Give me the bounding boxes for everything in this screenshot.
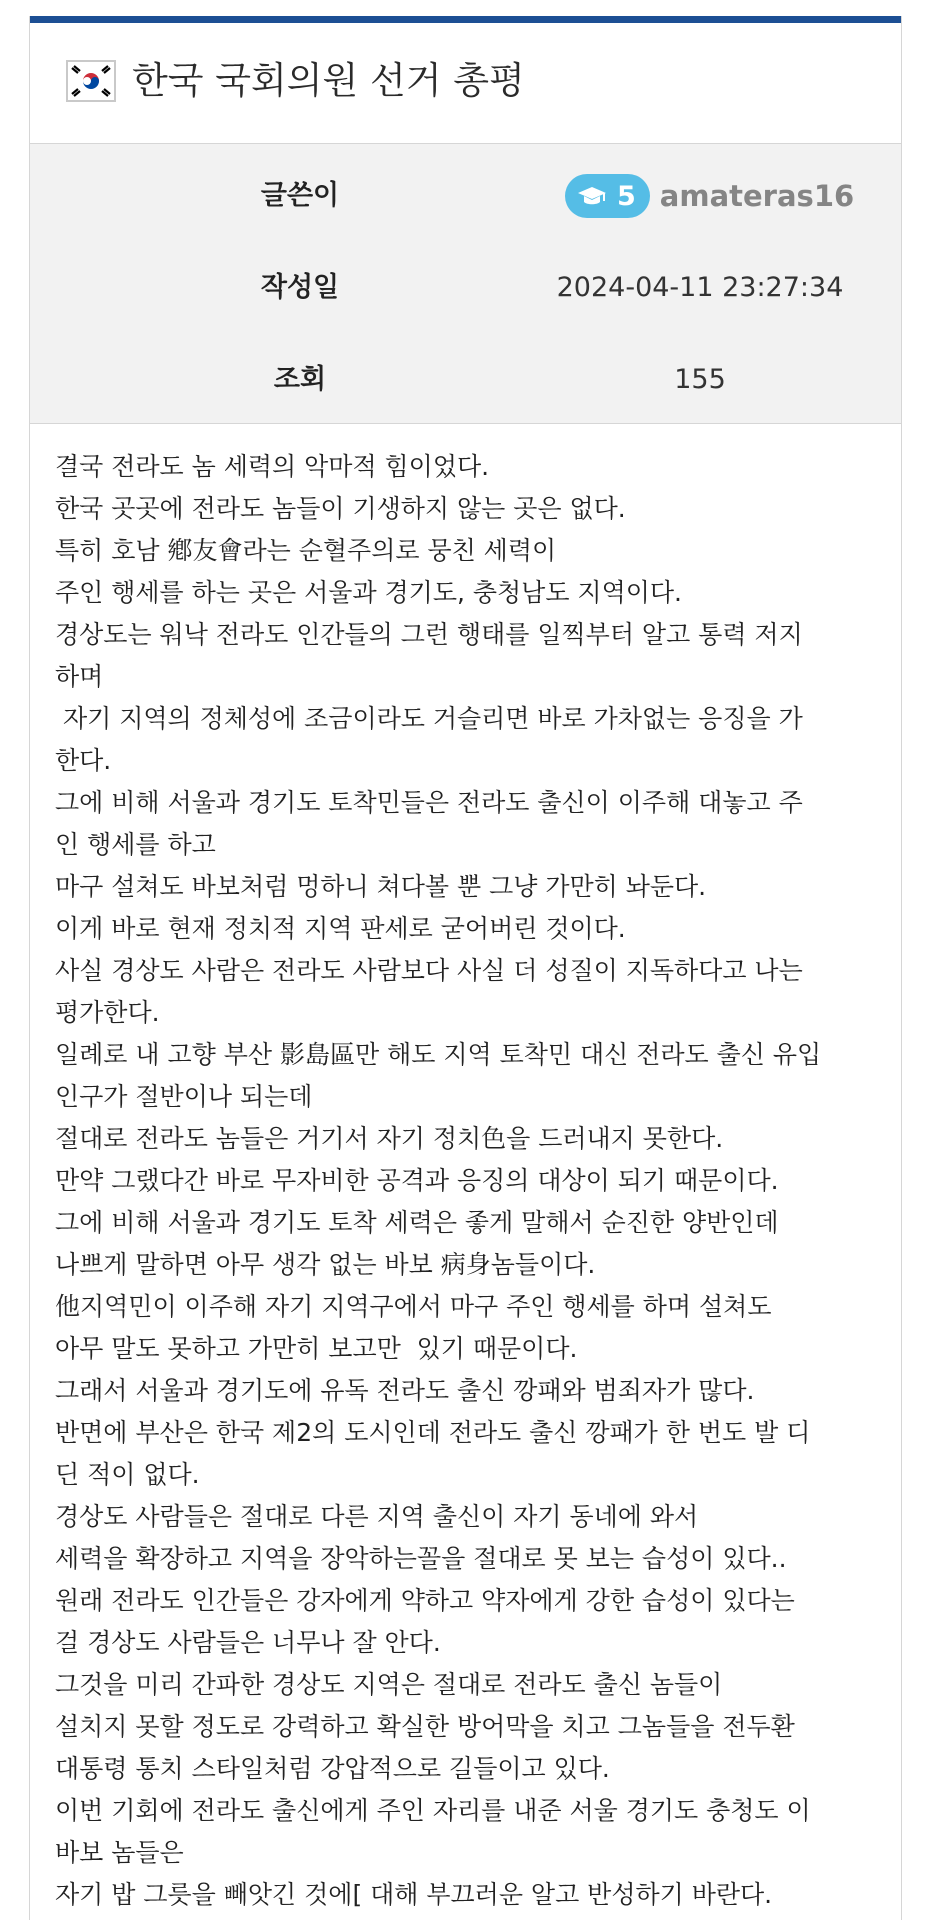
- body-line: 반면에 부산은 한국 제2의 도시인데 전라도 출신 깡패가 한 번도 발 디: [55, 1418, 811, 1447]
- body-line: 결국 전라도 놈 세력의 악마적 힘이었다.: [55, 452, 490, 481]
- body-line: 설치지 못할 정도로 강력하고 확실한 방어막을 치고 그놈들을 전두환: [55, 1712, 795, 1741]
- body-line: 특히 호남 鄕友會라는 순혈주의로 뭉친 세력이: [55, 536, 557, 565]
- body-line: 나쁘게 말하면 아무 생각 없는 바보 病身놈들이다.: [55, 1250, 596, 1279]
- body-line: 주인 행세를 하는 곳은 서울과 경기도, 충청남도 지역이다.: [55, 578, 682, 607]
- body-line: 딘 적이 없다.: [55, 1460, 200, 1489]
- body-line: 他지역민이 이주해 자기 지역구에서 마구 주인 행세를 하며 설쳐도: [55, 1292, 772, 1321]
- body-line: 인 행세를 하고: [55, 830, 216, 859]
- body-line: 인구가 절반이나 되는데: [55, 1082, 313, 1111]
- body-line: 이게 바로 현재 정치적 지역 판세로 굳어버린 것이다.: [55, 914, 626, 943]
- body-line: 걸 경상도 사람들은 너무나 잘 안다.: [55, 1628, 441, 1657]
- body-line: 절대로 전라도 놈들은 거기서 자기 정치色을 드러내지 못한다.: [55, 1124, 724, 1153]
- level-badge: [565, 174, 650, 218]
- body-line: 세력을 확장하고 지역을 장악하는꼴을 절대로 못 보는 습성이 있다..: [55, 1544, 787, 1573]
- body-line: 그래서 서울과 경기도에 유독 전라도 출신 깡패와 범죄자가 많다.: [55, 1376, 755, 1405]
- body-line: 하며: [55, 662, 104, 691]
- author-info[interactable]: [565, 173, 854, 219]
- body-line: 대통령 통치 스타일처럼 강압적으로 길들이고 있다.: [55, 1754, 610, 1783]
- body-line: 경상도는 워낙 전라도 인간들의 그런 행태를 일찍부터 알고 통력 저지: [55, 620, 803, 649]
- date-label: 작성일: [260, 272, 340, 303]
- author-name[interactable]: amateras16: [659, 179, 855, 213]
- body-line: 사실 경상도 사람은 전라도 사람보다 사실 더 성질이 지독하다고 나는: [55, 956, 803, 985]
- view-count: 155: [674, 364, 726, 395]
- body-line: 마구 설쳐도 바보처럼 멍하니 쳐다볼 뿐 그냥 가만히 놔둔다.: [55, 872, 707, 901]
- body-line: 만약 그랬다간 바로 무자비한 공격과 응징의 대상이 되기 때문이다.: [55, 1166, 779, 1195]
- body-line: 그것을 미리 간파한 경상도 지역은 절대로 전라도 출신 놈들이: [55, 1670, 723, 1699]
- body-line: 아무 말도 못하고 가만히 보고만 있기 때문이다.: [55, 1334, 578, 1363]
- body-line: 경상도 사람들은 절대로 다른 지역 출신이 자기 동네에 와서: [55, 1502, 699, 1531]
- body-line: 바보 놈들은: [55, 1838, 184, 1867]
- post-header: [30, 23, 901, 144]
- post-body: [55, 446, 880, 1916]
- post-card: [29, 16, 902, 1920]
- body-line: 한국 곳곳에 전라도 놈들이 기생하지 않는 곳은 없다.: [55, 494, 626, 523]
- body-line: 자기 밥 그릇을 빼앗긴 것에[ 대해 부끄러운 알고 반성하기 바란다.: [55, 1880, 773, 1909]
- body-line: 평가한다.: [55, 998, 160, 1027]
- post-title: 한국 국회의원 선거 총평: [132, 59, 525, 102]
- body-line: 그에 비해 서울과 경기도 토착민들은 전라도 출신이 이주해 대놓고 주: [55, 788, 803, 817]
- body-line: 자기 지역의 정체성에 조금이라도 거슬리면 바로 가차없는 응징을 가: [55, 704, 803, 733]
- body-line: 이번 기회에 전라도 출신에게 주인 자리를 내준 서울 경기도 충청도 이: [55, 1796, 811, 1825]
- south-korea-flag-icon: [66, 60, 116, 102]
- graduation-cap-icon: [577, 184, 607, 208]
- body-line: 원래 전라도 인간들은 강자에게 약하고 약자에게 강한 습성이 있다는: [55, 1586, 795, 1615]
- post-meta-table: [30, 144, 901, 424]
- body-line: 한다.: [55, 746, 112, 775]
- body-line: 일례로 내 고향 부산 影島區만 해도 지역 토착민 대신 전라도 출신 유입: [55, 1040, 822, 1069]
- author-label: 글쓴이: [260, 180, 340, 211]
- body-line: 그에 비해 서울과 경기도 토착 세력은 좋게 말해서 순진한 양반인데: [55, 1208, 779, 1237]
- top-accent-bar: [30, 16, 901, 23]
- views-label: 조회: [273, 364, 327, 395]
- level-number: 5: [617, 180, 636, 212]
- post-date: 2024-04-11 23:27:34: [556, 272, 844, 303]
